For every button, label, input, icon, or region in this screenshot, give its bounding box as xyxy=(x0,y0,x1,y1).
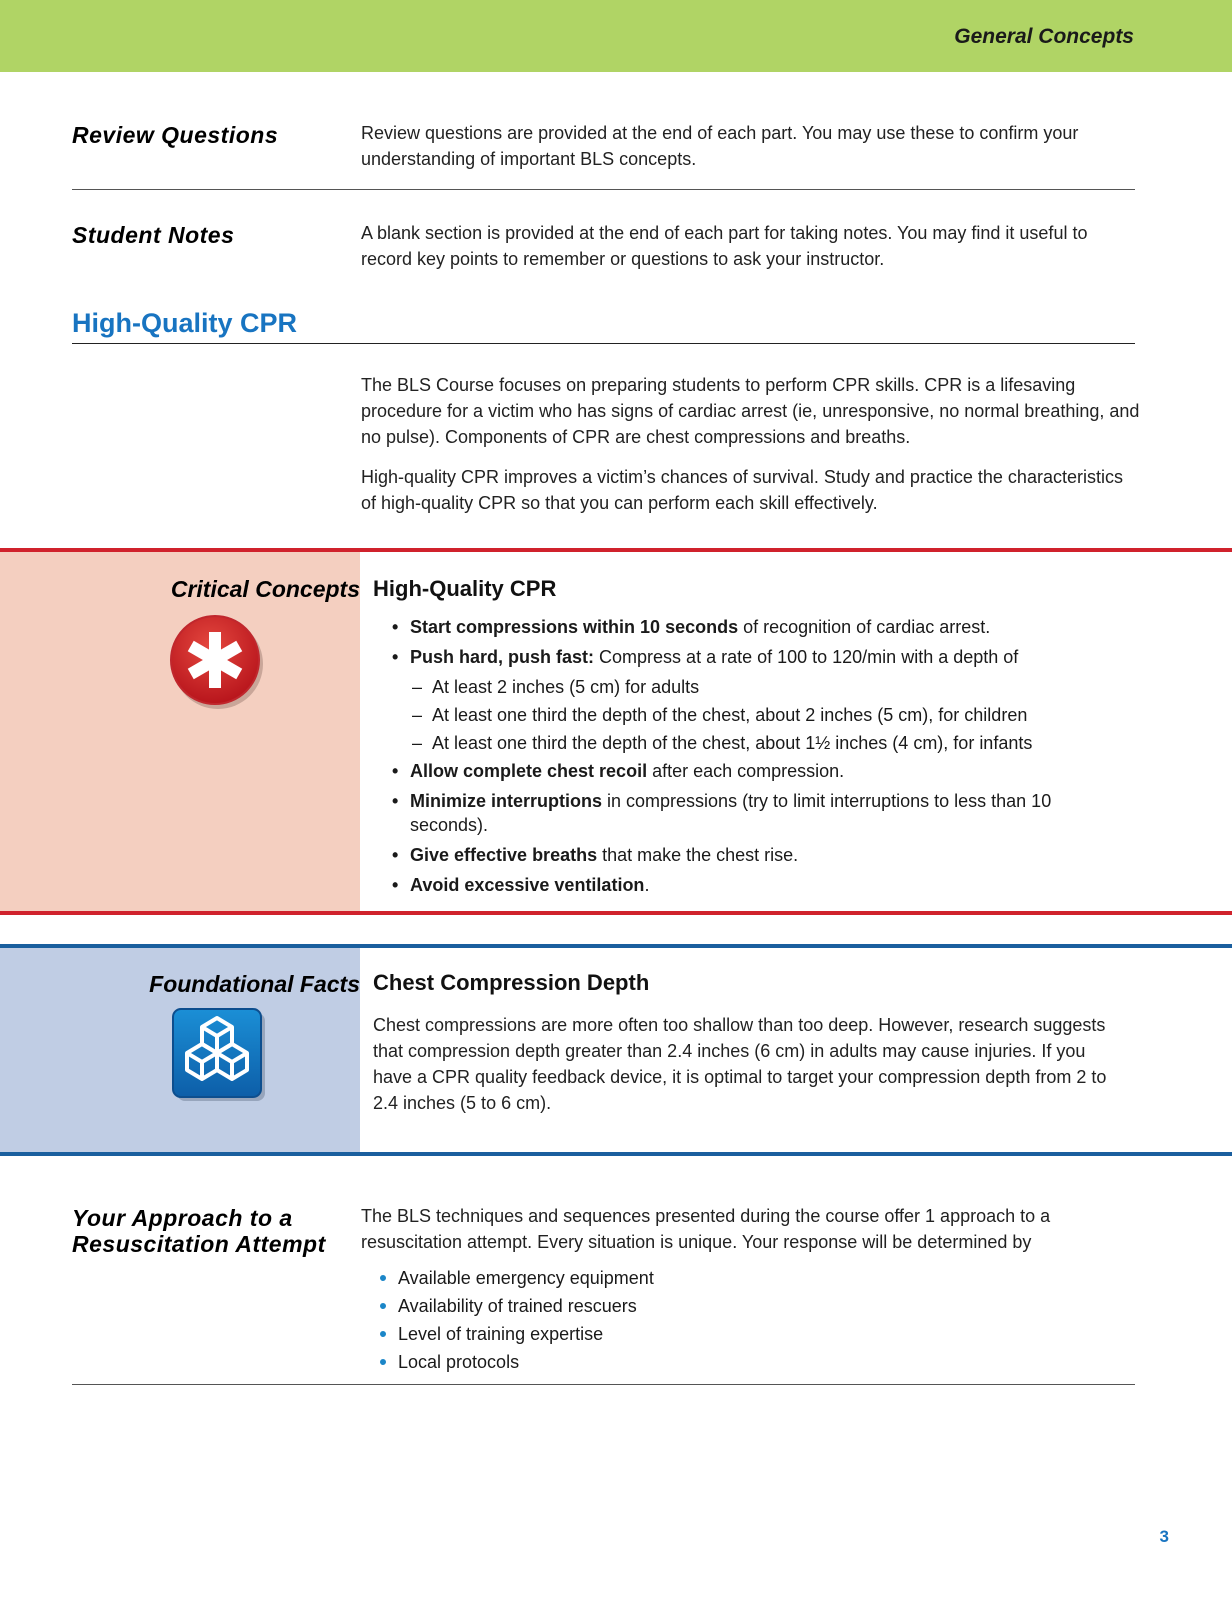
divider xyxy=(72,343,1135,344)
review-questions-title: Review Questions xyxy=(72,122,279,148)
student-notes-text: A blank section is provided at the end of each part for taking notes. You may find it useful to record key points to remember or questions to ask your instructor. xyxy=(361,223,1088,269)
header-banner xyxy=(0,0,1232,72)
item-text: . xyxy=(644,875,650,895)
cpr-paragraph-2: High-quality CPR improves a victim’s chances of survival. Study and practice the characteristics of high-quality CPR so that you can perform each skill effectively. xyxy=(361,467,1123,513)
item-emphasis: Allow complete chest recoil xyxy=(410,761,648,781)
section-title: General Concepts xyxy=(954,25,1134,48)
review-questions-text: Review questions are provided at the end of each part. You may use these to confirm your understanding of important BLS concepts. xyxy=(361,123,1079,169)
item-emphasis: Avoid excessive ventilation xyxy=(410,875,645,895)
list-item xyxy=(392,703,1112,727)
item-emphasis: Start compressions within 10 seconds xyxy=(410,617,739,637)
list-item: Level of training expertise xyxy=(380,1320,654,1348)
cubes-icon xyxy=(172,1008,268,1104)
asterisk-icon xyxy=(168,612,268,712)
critical-concepts-label: Critical Concepts xyxy=(170,576,360,602)
cpr-paragraph-1: The BLS Course focuses on preparing students to perform CPR skills. CPR is a lifesaving procedure for a victim who has signs of cardiac arrest (ie, unresponsive, no normal breathing, and no pulse). Components of CPR are chest compressions and breaths. xyxy=(361,375,1140,447)
list-item: Local protocols xyxy=(380,1348,654,1376)
foundational-facts-text: Chest compressions are more often too shallow than too deep. However, research suggests that compression depth greater than 2.4 inches (6 cm) in adults may cause injuries. If you have a CPR quality feedback device, it is optimal to target your compression depth from 2 to 2.4 inches (5 to 6 cm). xyxy=(373,1015,1107,1113)
list-item xyxy=(392,759,1112,783)
item-text: of recognition of cardiac arrest. xyxy=(738,617,991,637)
critical-concepts-list xyxy=(392,615,1112,903)
list-item: Availability of trained rescuers xyxy=(380,1292,654,1320)
foundational-facts-box xyxy=(0,944,1232,1156)
page-number: 3 xyxy=(1159,1527,1169,1546)
approach-title: Your Approach to a Resuscitation Attempt xyxy=(72,1205,326,1257)
divider xyxy=(72,189,1135,190)
item-emphasis: Push hard, push fast: xyxy=(410,647,595,667)
list-item: Available emergency equipment xyxy=(380,1264,654,1292)
approach-text: The BLS techniques and sequences presented during the course offer 1 approach to a resuscitation attempt. Every situation is unique. Your response will be determined by xyxy=(361,1206,1051,1252)
critical-concepts-box xyxy=(0,548,1232,915)
sub-item-text: At least one third the depth of the chest, about 1½ inches (4 cm), for infants xyxy=(432,733,1033,753)
list-item xyxy=(392,615,1112,639)
foundational-facts-title: Chest Compression Depth xyxy=(373,970,650,995)
list-item xyxy=(392,843,1112,867)
item-text: after each compression. xyxy=(647,761,845,781)
item-text: Compress at a rate of 100 to 120/min with a depth of xyxy=(594,647,1019,667)
item-emphasis: Minimize interruptions xyxy=(410,791,603,811)
approach-list xyxy=(380,1264,654,1376)
item-text: that make the chest rise. xyxy=(597,845,799,865)
list-item xyxy=(392,675,1112,699)
sub-item-text: At least 2 inches (5 cm) for adults xyxy=(432,677,700,697)
student-notes-title: Student Notes xyxy=(72,222,235,248)
foundational-facts-label: Foundational Facts xyxy=(149,971,360,997)
list-item xyxy=(392,731,1112,755)
list-item xyxy=(392,645,1112,669)
item-text: in compressions (try to limit interruptions to less than 10 seconds). xyxy=(410,791,1052,835)
list-item xyxy=(392,789,1112,837)
section-heading: High-Quality CPR xyxy=(72,308,298,338)
critical-concepts-title: High-Quality CPR xyxy=(373,576,557,601)
sub-item-text: At least one third the depth of the chest, about 2 inches (5 cm), for children xyxy=(432,705,1028,725)
list-item xyxy=(392,873,1112,897)
divider xyxy=(72,1384,1135,1385)
item-emphasis: Give effective breaths xyxy=(410,845,598,865)
